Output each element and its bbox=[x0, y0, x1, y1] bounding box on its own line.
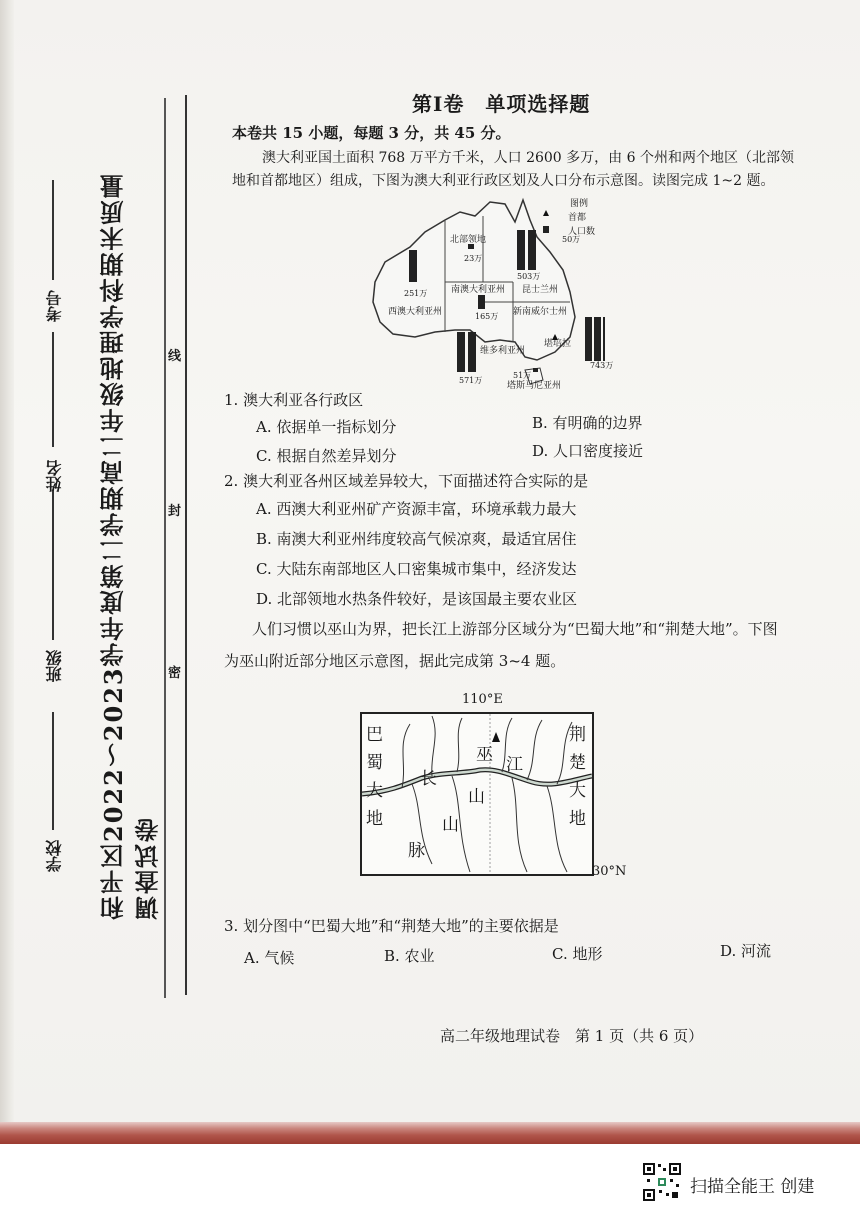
bar-nsw3 bbox=[603, 317, 605, 361]
wushan-map bbox=[360, 712, 594, 876]
pop-qld: 503万 bbox=[517, 272, 541, 281]
bar-wa bbox=[409, 250, 417, 282]
q2-option-c: C. 大陆东南部地区人口密集城市集中，经济发达 bbox=[256, 560, 577, 578]
region-wa: 西澳大利亚州 bbox=[388, 307, 443, 317]
pop-sa: 165万 bbox=[475, 312, 499, 321]
q2-option-d: D. 北部领地水热条件较好，是该国最主要农业区 bbox=[256, 590, 578, 608]
changjiang-char-2: 江 bbox=[506, 755, 523, 775]
q1-option-a: A. 依据单一指标划分 bbox=[256, 418, 397, 436]
q3-option-a: A. 气候 bbox=[244, 949, 295, 967]
binding-line-outer bbox=[164, 98, 166, 998]
bar-qld bbox=[517, 230, 525, 270]
pop-wa: 251万 bbox=[404, 289, 428, 298]
q2-option-a: A. 西澳大利亚州矿产资源丰富，环境承载力最大 bbox=[256, 500, 577, 518]
qr-code-icon bbox=[642, 1162, 682, 1202]
region-nt: 北部领地 bbox=[450, 235, 487, 245]
region-act: 堪培拉 bbox=[544, 339, 572, 349]
name-label: 姓名 bbox=[45, 460, 64, 492]
school-blank bbox=[52, 712, 54, 830]
wushan-char-4: 脉 bbox=[408, 841, 425, 861]
passage1-line1: 澳大利亚国土面积 768 万平方千米，人口 2600 多万，由 6 个州和两个地区（北部领 bbox=[262, 150, 794, 166]
legend-pop-scale: 50万 bbox=[562, 235, 581, 244]
jingchu-char-1: 荆 bbox=[569, 725, 586, 745]
school-label: 学校 bbox=[45, 840, 64, 872]
page-footer: 高二年级地理试卷 第 1 页（共 6 页） bbox=[440, 1027, 704, 1045]
bashu-char-4: 地 bbox=[366, 809, 383, 829]
legend-pop-label: 人口数 bbox=[568, 227, 596, 237]
q3-option-c: C. 地形 bbox=[552, 945, 603, 963]
bar-tas bbox=[533, 368, 538, 372]
bashu-char-3: 大 bbox=[366, 781, 383, 801]
bar-qld2 bbox=[528, 230, 536, 270]
jingchu-char-3: 大 bbox=[569, 781, 586, 801]
changjiang-char-1: 长 bbox=[420, 769, 437, 789]
latitude-label: 30°N bbox=[592, 864, 627, 879]
pop-tas: 51万 bbox=[513, 371, 532, 380]
bar-nsw2 bbox=[594, 317, 601, 361]
exam-no-label: 考号 bbox=[45, 290, 64, 322]
bashu-char-2: 蜀 bbox=[366, 753, 383, 773]
bar-nsw1 bbox=[585, 317, 592, 361]
wushan-char-1: 巫 bbox=[476, 745, 493, 765]
bashu-char-1: 巴 bbox=[366, 725, 383, 745]
class-label: 班级 bbox=[45, 650, 64, 682]
pop-nsw: 743万 bbox=[590, 361, 614, 370]
passage1-line2: 地和首都地区）组成，下图为澳大利亚行政区划及人口分布示意图。读图完成 1~2 题。 bbox=[232, 173, 775, 189]
seal-mark-mi: 密 bbox=[168, 662, 181, 681]
region-sa: 南澳大利亚州 bbox=[451, 285, 506, 295]
class-blank bbox=[52, 490, 54, 640]
region-tas: 塔斯马尼亚州 bbox=[507, 381, 562, 391]
q1-option-b: B. 有明确的边界 bbox=[532, 414, 643, 432]
region-nsw: 新南威尔士州 bbox=[513, 307, 568, 317]
legend-capital-label: 首都 bbox=[568, 213, 587, 223]
passage2-line1: 人们习惯以巫山为界，把长江上游部分区域分为“巴蜀大地”和“荆楚大地”。下图 bbox=[252, 620, 778, 638]
q3-option-b: B. 农业 bbox=[384, 947, 435, 965]
legend-bar bbox=[543, 226, 549, 233]
section-intro: 本卷共 15 小题，每题 3 分，共 45 分。 bbox=[232, 124, 511, 142]
section-title: 第Ⅰ卷 单项选择题 bbox=[412, 92, 591, 116]
legend-capital bbox=[543, 210, 549, 216]
paper-bottom-edge bbox=[0, 1122, 860, 1144]
q2-stem: 2. 澳大利亚各州区域差异较大，下面描述符合实际的是 bbox=[224, 472, 589, 490]
q3-option-d: D. 河流 bbox=[720, 942, 772, 960]
pop-nt: 23万 bbox=[464, 254, 483, 263]
scanner-brand: 扫描全能王 创建 bbox=[690, 1177, 815, 1197]
bar-vic1 bbox=[457, 332, 465, 372]
seal-mark-xian: 线 bbox=[168, 345, 181, 364]
exam-no-blank bbox=[52, 180, 54, 280]
region-qld: 昆士兰州 bbox=[522, 285, 559, 295]
wushan-char-3: 山 bbox=[442, 815, 459, 835]
jingchu-char-2: 楚 bbox=[569, 753, 586, 773]
region-vic: 维多利亚州 bbox=[480, 346, 526, 356]
exam-title-vertical: 和平区2022～2023学年度第二学期高二年级地理学科期末质量调查试卷 bbox=[99, 172, 163, 920]
jingchu-char-4: 地 bbox=[569, 809, 586, 829]
q1-stem: 1. 澳大利亚各行政区 bbox=[224, 391, 364, 409]
binding-line bbox=[185, 95, 187, 995]
passage2-line2: 为巫山附近部分地区示意图，据此完成第 3~4 题。 bbox=[224, 652, 566, 670]
bar-vic2 bbox=[468, 332, 476, 372]
pop-vic: 571万 bbox=[459, 376, 483, 385]
q1-option-c: C. 根据自然差异划分 bbox=[256, 447, 397, 465]
seal-mark-feng: 封 bbox=[168, 500, 181, 519]
q2-option-b: B. 南澳大利亚州纬度较高气候凉爽，最适宜居住 bbox=[256, 530, 577, 548]
name-blank bbox=[52, 332, 54, 447]
q3-stem: 3. 划分图中“巴蜀大地”和“荆楚大地”的主要依据是 bbox=[224, 917, 559, 935]
longitude-label: 110°E bbox=[462, 692, 503, 707]
q1-option-d: D. 人口密度接近 bbox=[532, 442, 644, 460]
wushan-char-2: 山 bbox=[468, 787, 485, 807]
bar-sa bbox=[478, 295, 485, 309]
legend-title: 图例 bbox=[570, 199, 589, 209]
